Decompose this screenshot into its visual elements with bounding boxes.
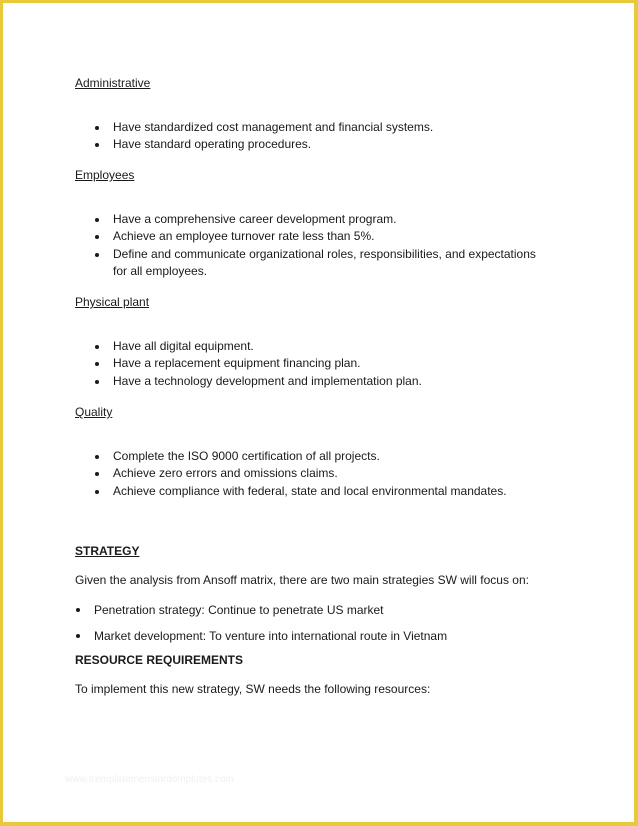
list-item: Define and communicate organizational roles, responsibilities, and expectations — [113, 247, 536, 261]
bullet-icon — [95, 235, 99, 239]
bullet-icon — [95, 253, 99, 257]
bullet-icon — [95, 472, 99, 476]
bullet-icon — [76, 608, 80, 612]
list-item: Have a comprehensive career development program. — [113, 212, 397, 226]
list-item: Achieve zero errors and omissions claims. — [113, 466, 338, 480]
bullet-icon — [95, 490, 99, 494]
resource-requirements-heading: RESOURCE REQUIREMENTS — [75, 653, 244, 667]
bullet-icon — [95, 362, 99, 366]
list-item: Have standardized cost management and financial systems. — [113, 120, 434, 134]
section-heading-employees: Employees — [75, 168, 135, 182]
list-item: Achieve an employee turnover rate less than 5%. — [113, 229, 375, 243]
strategy-intro: Given the analysis from Ansoff matrix, there are two main strategies SW will focus on: — [75, 573, 529, 587]
bullet-icon — [95, 126, 99, 130]
watermark: www.tremplatemensinrdomplotes.com — [65, 774, 234, 785]
list-item-continuation: for all employees. — [113, 264, 208, 278]
list-item: Have standard operating procedures. — [113, 137, 312, 151]
bullet-icon — [95, 380, 99, 384]
resource-requirements-intro: To implement this new strategy, SW needs the following resources: — [75, 682, 431, 696]
list-item: Complete the ISO 9000 certification of all projects. — [113, 449, 380, 463]
document-page — [3, 3, 634, 822]
bullet-icon — [76, 634, 80, 638]
bullet-icon — [95, 143, 99, 147]
list-item: Achieve compliance with federal, state and local environmental mandates. — [113, 484, 507, 498]
strategy-heading: STRATEGY — [75, 544, 140, 558]
list-item: Have a replacement equipment financing plan. — [113, 356, 361, 370]
list-item: Have a technology development and implementation plan. — [113, 374, 422, 388]
section-heading-administrative: Administrative — [75, 76, 151, 90]
section-heading-quality: Quality — [75, 405, 113, 419]
strategy-item: Penetration strategy: Continue to penetrate US market — [94, 603, 384, 617]
strategy-item: Market development: To venture into international route in Vietnam — [94, 629, 448, 643]
list-item: Have all digital equipment. — [113, 339, 254, 353]
bullet-icon — [95, 345, 99, 349]
bullet-icon — [95, 455, 99, 459]
bullet-icon — [95, 218, 99, 222]
section-heading-physical-plant: Physical plant — [75, 295, 150, 309]
